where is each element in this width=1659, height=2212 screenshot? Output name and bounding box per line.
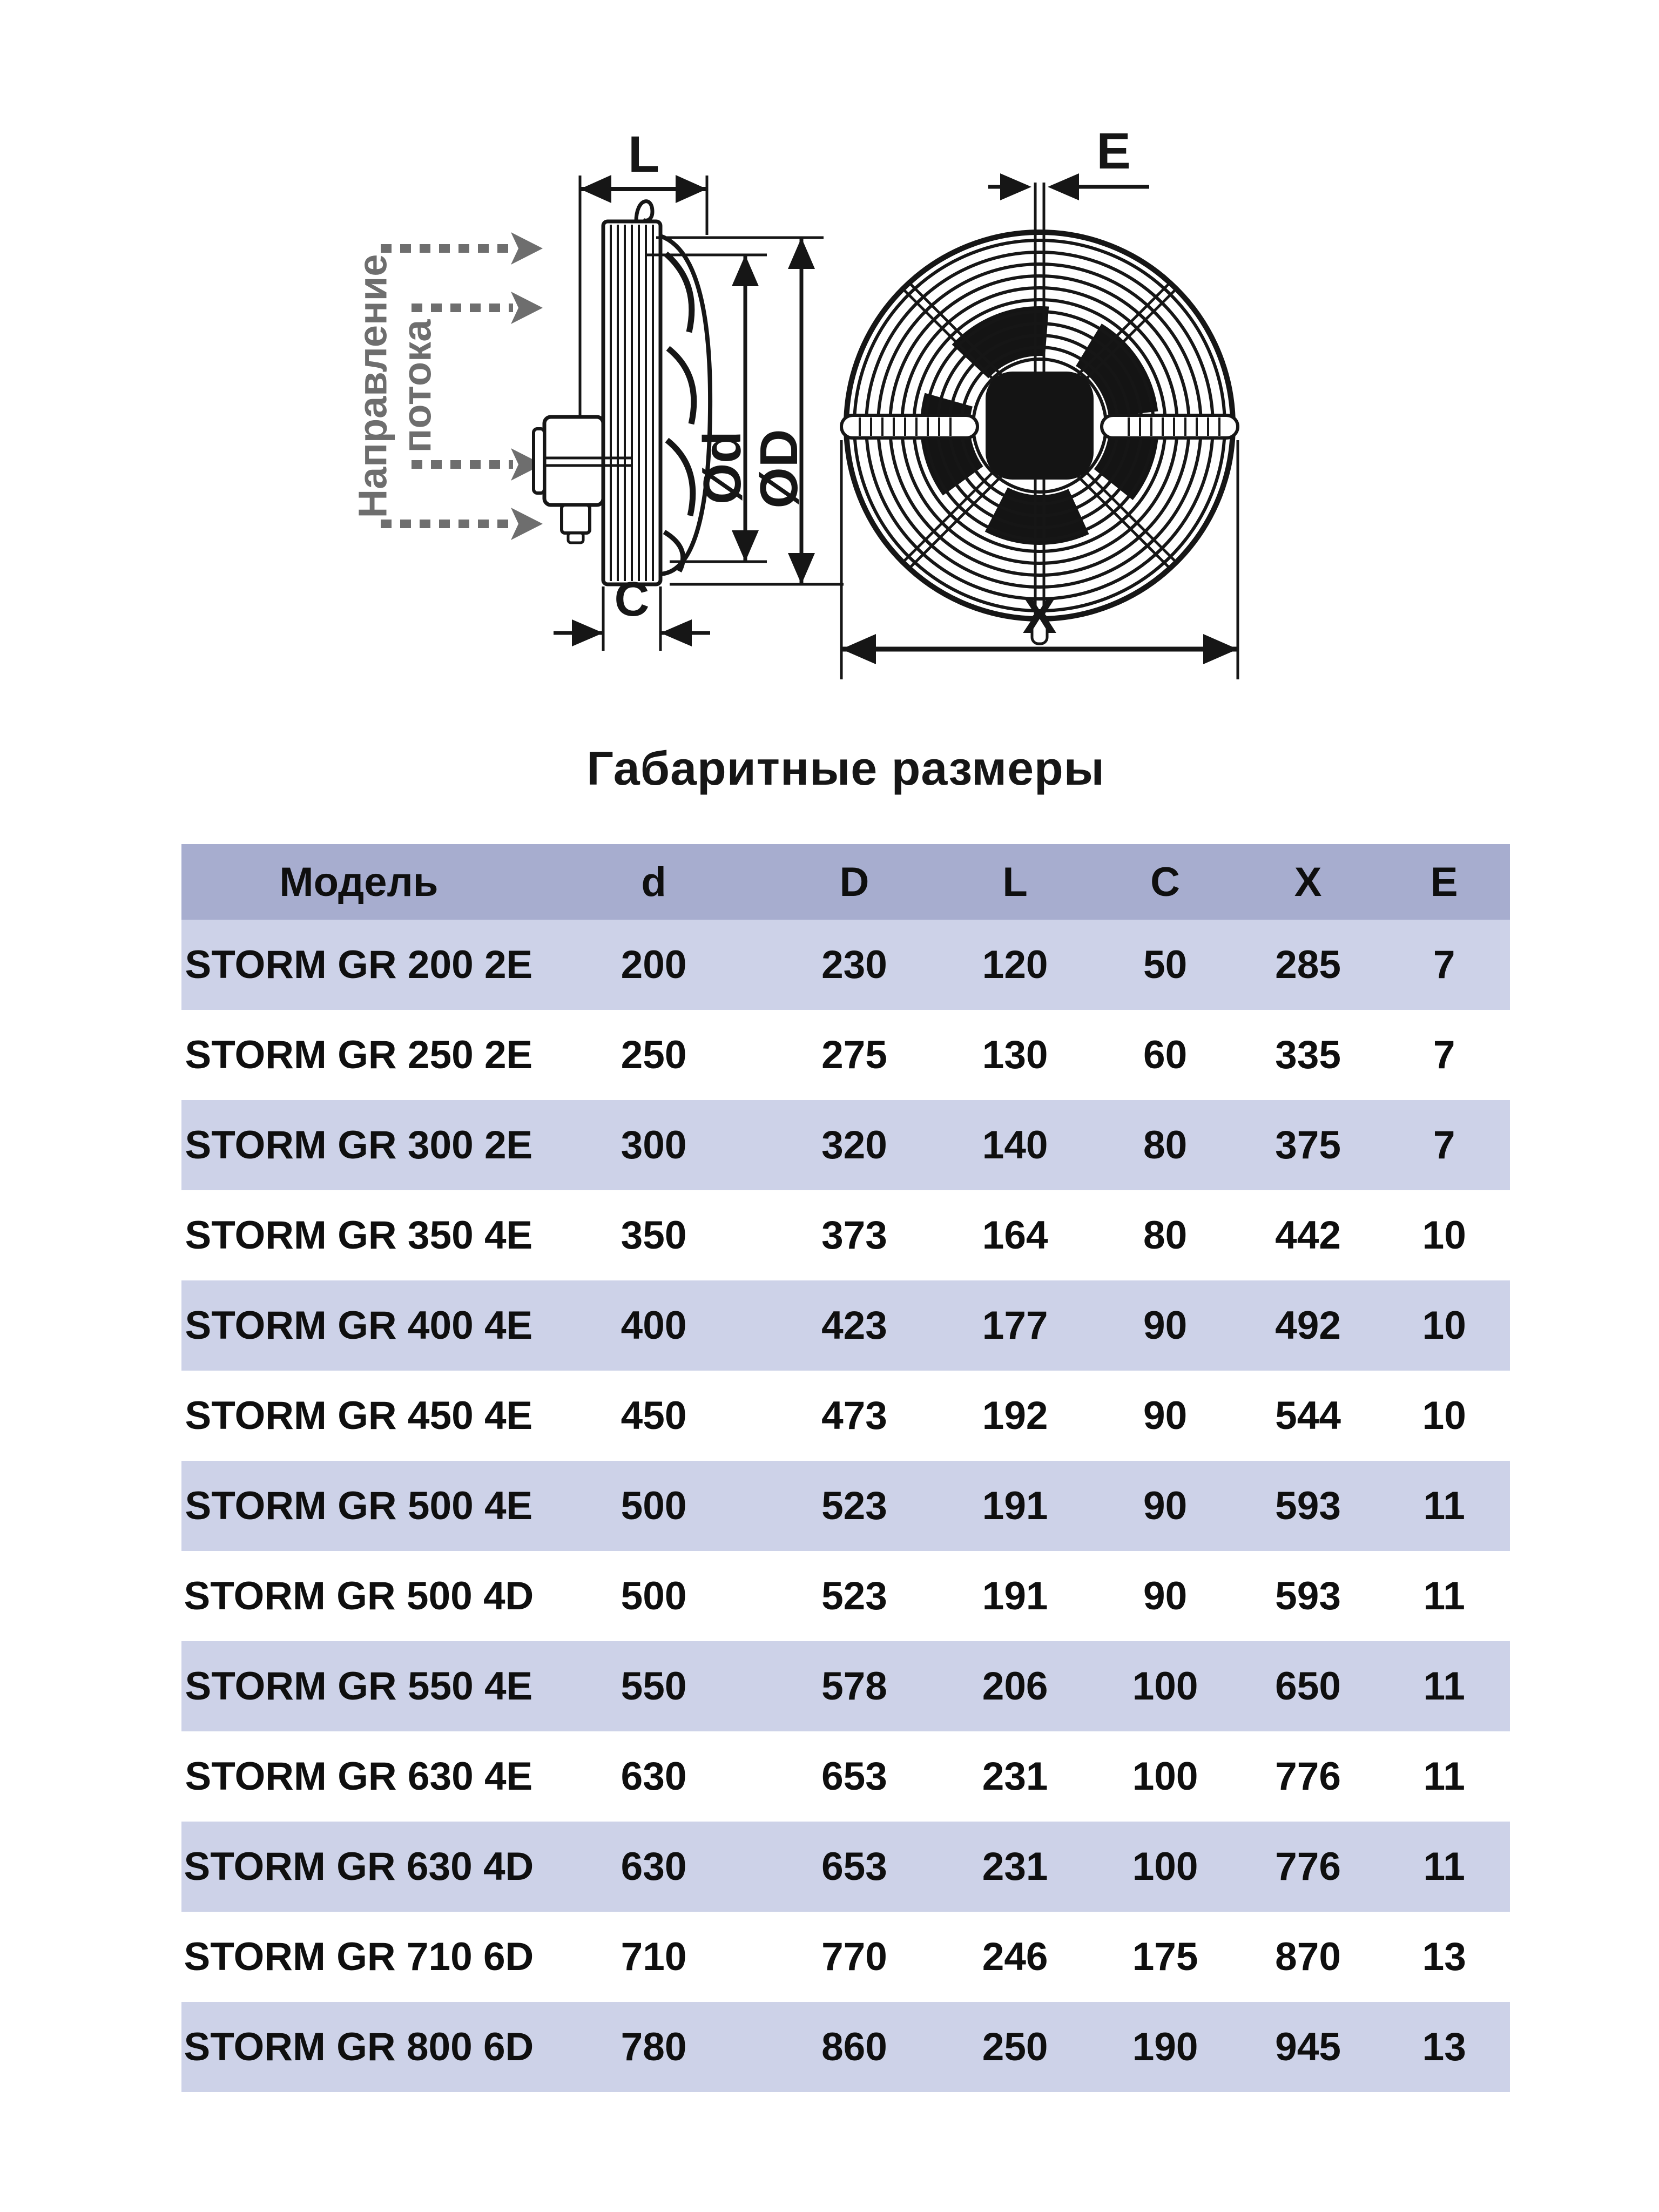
cell-L: 164 [982,1213,1048,1257]
cell-D: 770 [821,1935,887,1979]
table-row [181,1822,1510,1912]
cell-L: 120 [982,943,1048,987]
cell-C: 60 [1143,1033,1188,1077]
dimension-D-label: ØD [749,429,808,509]
cell-model: STORM GR 800 6D [184,2025,534,2069]
cell-model: STORM GR 710 6D [184,1935,534,1979]
dimension-d-label: Ød [692,430,752,505]
cell-d: 710 [621,1935,687,1979]
cell-L: 206 [982,1664,1048,1708]
cell-L: 246 [982,1935,1048,1979]
cell-D: 523 [821,1484,887,1528]
cell-E: 11 [1423,1484,1465,1528]
cell-D: 523 [821,1574,887,1618]
cell-d: 300 [621,1123,687,1167]
cell-C: 100 [1132,1755,1198,1798]
cell-D: 320 [821,1123,887,1167]
cell-X: 593 [1275,1574,1341,1618]
cell-C: 80 [1143,1123,1188,1167]
cell-E: 10 [1422,1304,1466,1347]
cell-model: STORM GR 300 2E [185,1123,533,1167]
dimension-C-label: C [614,572,650,626]
side-guard-frame [603,201,660,584]
dimension-d [645,255,767,562]
dimension-L-label: L [628,126,660,183]
dimension-E [988,123,1149,200]
table-row [181,1461,1510,1551]
fan-front-view [841,123,1238,679]
cell-X: 870 [1275,1935,1341,1979]
cell-d: 500 [621,1574,687,1618]
cell-d: 250 [621,1033,687,1077]
cell-C: 190 [1132,2025,1198,2069]
cell-model: STORM GR 500 4E [185,1484,533,1528]
cell-L: 191 [982,1574,1048,1618]
side-impeller-blades [660,236,710,574]
frame-top-hook [636,201,652,221]
cell-L: 231 [982,1755,1048,1798]
cell-d: 350 [621,1213,687,1257]
cell-C: 90 [1143,1304,1188,1347]
cell-d: 200 [621,943,687,987]
cell-X: 442 [1275,1213,1341,1257]
col-header-D: D [771,844,938,920]
fan-side-view [534,126,844,651]
cell-d: 780 [621,2025,687,2069]
col-header-L: L [938,844,1093,920]
cell-D: 473 [821,1394,887,1438]
cell-X: 945 [1275,2025,1341,2069]
cell-L: 140 [982,1123,1048,1167]
cell-L: 250 [982,2025,1048,2069]
cell-X: 544 [1275,1394,1341,1438]
cell-E: 7 [1433,943,1455,987]
table-row [181,1100,1510,1190]
table-row [181,920,1510,1010]
cell-D: 423 [821,1304,887,1347]
col-header-d: d [536,844,771,920]
table-row [181,1731,1510,1822]
cell-E: 7 [1433,1033,1455,1077]
cell-C: 80 [1143,1213,1188,1257]
cell-model: STORM GR 630 4D [184,1845,534,1889]
cell-E: 10 [1422,1213,1466,1257]
cell-X: 492 [1275,1304,1341,1347]
table-body [181,920,1510,2092]
page-title: Габаритные размеры [586,741,1105,795]
cell-E: 13 [1422,2025,1466,2069]
cell-d: 500 [621,1484,687,1528]
cell-D: 653 [821,1755,887,1798]
flow-direction-group [350,232,543,540]
cell-X: 776 [1275,1845,1341,1889]
cell-model: STORM GR 450 4E [185,1394,533,1438]
cell-L: 177 [982,1304,1048,1347]
cell-model: STORM GR 250 2E [185,1033,533,1077]
table-row [181,2002,1510,2092]
flow-label-line1: Направление [350,254,395,518]
cell-d: 550 [621,1664,687,1708]
cell-L: 191 [982,1484,1048,1528]
cell-L: 192 [982,1394,1048,1438]
cell-C: 100 [1132,1664,1198,1708]
cell-X: 650 [1275,1664,1341,1708]
dimensions-table [181,844,1510,2092]
cell-X: 593 [1275,1484,1341,1528]
cell-X: 335 [1275,1033,1341,1077]
cell-E: 11 [1423,1664,1465,1708]
cell-D: 653 [821,1845,887,1889]
col-header-model: Модель [181,844,536,920]
cell-model: STORM GR 550 4E [185,1664,533,1708]
flow-label-line2: потока [394,319,440,453]
table-row [181,1371,1510,1461]
cell-D: 373 [821,1213,887,1257]
fan-dimension-drawing [0,0,1659,810]
col-header-C: C [1093,844,1238,920]
cell-C: 90 [1143,1484,1188,1528]
cell-E: 11 [1423,1574,1465,1618]
table-row [181,1010,1510,1100]
cell-E: 13 [1422,1935,1466,1979]
dimension-X-label: X [1022,587,1057,644]
table-row [181,1551,1510,1641]
cell-C: 100 [1132,1845,1198,1889]
cell-C: 90 [1143,1574,1188,1618]
fan-hub [986,372,1094,480]
table-row [181,1641,1510,1731]
table-header [181,844,1510,920]
cell-d: 450 [621,1394,687,1438]
cell-L: 130 [982,1033,1048,1077]
cell-X: 285 [1275,943,1341,987]
table-row [181,1280,1510,1371]
cell-model: STORM GR 630 4E [185,1755,533,1798]
cell-d: 630 [621,1755,687,1798]
cell-model: STORM GR 500 4D [184,1574,534,1618]
cell-model: STORM GR 400 4E [185,1304,533,1347]
col-header-E: E [1378,844,1510,920]
cell-E: 7 [1433,1123,1455,1167]
cell-X: 375 [1275,1123,1341,1167]
cell-model: STORM GR 350 4E [185,1213,533,1257]
cell-D: 578 [821,1664,887,1708]
table-row [181,1912,1510,2002]
cell-D: 230 [821,943,887,987]
cell-D: 860 [821,2025,887,2069]
cell-C: 175 [1132,1935,1198,1979]
dimension-E-label: E [1096,123,1131,180]
dimensions-table-wrap [181,844,1510,2092]
cell-D: 275 [821,1033,887,1077]
cell-C: 90 [1143,1394,1188,1438]
cell-d: 630 [621,1845,687,1889]
cell-C: 50 [1143,943,1188,987]
cell-E: 10 [1422,1394,1466,1438]
cell-E: 11 [1423,1845,1465,1889]
cell-E: 11 [1423,1755,1465,1798]
col-header-X: X [1238,844,1379,920]
cell-model: STORM GR 200 2E [185,943,533,987]
cell-X: 776 [1275,1755,1341,1798]
cell-d: 400 [621,1304,687,1347]
table-row [181,1190,1510,1280]
cell-L: 231 [982,1845,1048,1889]
